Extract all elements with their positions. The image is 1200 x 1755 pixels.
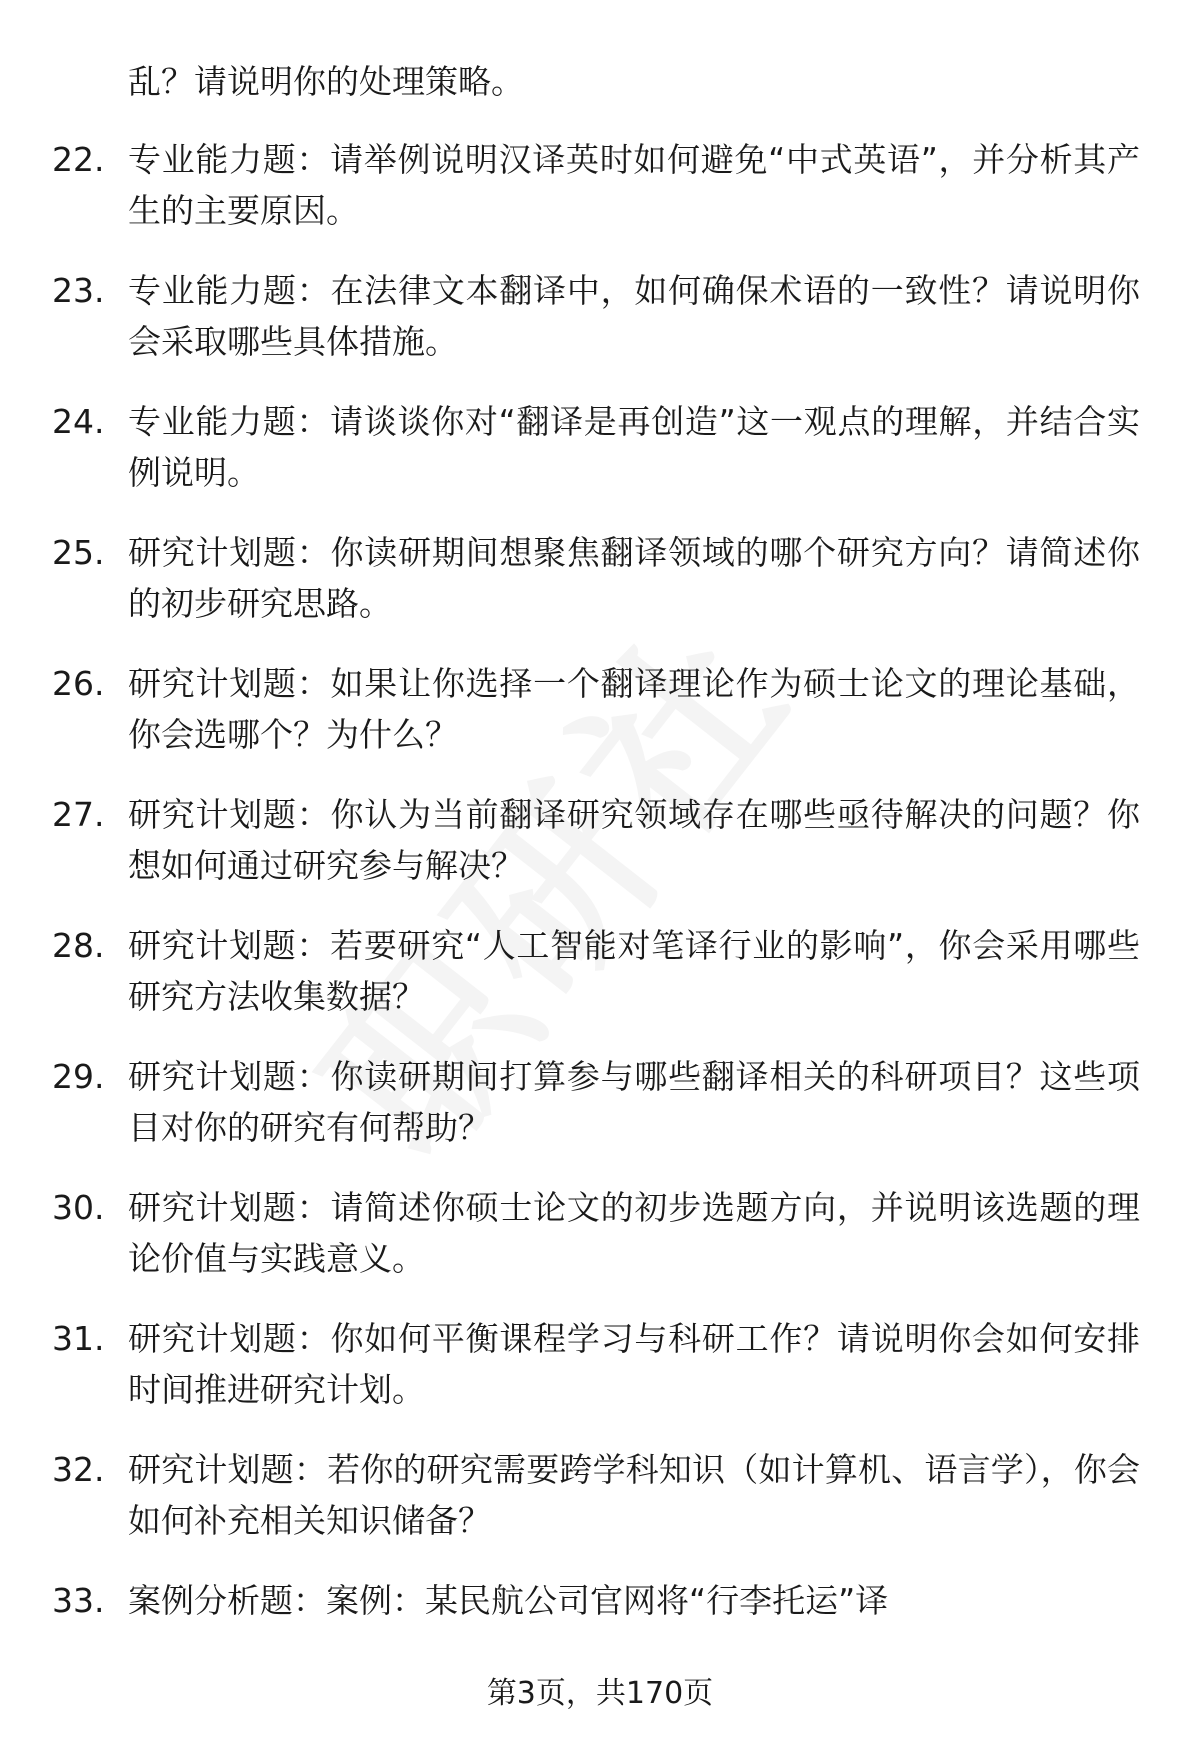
question-number: 22.	[52, 140, 105, 179]
question-list	[0, 134, 1200, 1706]
question-text: 研究计划题：你读研期间打算参与哪些翻译相关的科研项目？这些项目对你的研究有何帮助？	[128, 1057, 1140, 1147]
question-number: 26.	[52, 664, 105, 703]
list-item	[0, 789, 1200, 920]
question-text: 研究计划题：如果让你选择一个翻译理论作为硕士论文的理论基础，你会选哪个？为什么？	[128, 664, 1140, 754]
question-number: 24.	[52, 402, 105, 441]
question-text: 研究计划题：你认为当前翻译研究领域存在哪些亟待解决的问题？你想如何通过研究参与解决？	[128, 795, 1140, 885]
question-text: 专业能力题：在法律文本翻译中，如何确保术语的一致性？请说明你会采取哪些具体措施。	[128, 271, 1140, 361]
question-text: 研究计划题：请简述你硕士论文的初步选题方向，并说明该选题的理论价值与实践意义。	[128, 1188, 1140, 1278]
question-text: 专业能力题：请举例说明汉译英时如何避免“中式英语”，并分析其产生的主要原因。	[128, 140, 1140, 230]
continued-question-text: 乱？请说明你的处理策略。	[128, 62, 524, 101]
list-item	[0, 527, 1200, 658]
list-item	[0, 396, 1200, 527]
list-item	[0, 1313, 1200, 1444]
question-number: 23.	[52, 271, 105, 310]
page-number-footer: 第3页，共170页	[486, 1676, 714, 1711]
question-number: 31.	[52, 1319, 105, 1358]
question-number: 25.	[52, 533, 105, 572]
question-text: 案例分析题：案例：某民航公司官网将“行李托运”译	[128, 1581, 889, 1620]
question-number: 29.	[52, 1057, 105, 1096]
question-number: 33.	[52, 1581, 105, 1620]
question-number: 30.	[52, 1188, 105, 1227]
list-item	[0, 1182, 1200, 1313]
list-item	[0, 134, 1200, 265]
question-number: 27.	[52, 795, 105, 834]
question-text: 研究计划题：若你的研究需要跨学科知识（如计算机、语言学），你会如何补充相关知识储备？	[128, 1450, 1140, 1540]
question-number: 32.	[52, 1450, 105, 1489]
list-item	[0, 1444, 1200, 1575]
question-text: 研究计划题：若要研究“人工智能对笔译行业的影响”，你会采用哪些研究方法收集数据？	[128, 926, 1140, 1016]
list-item	[0, 658, 1200, 789]
question-text: 研究计划题：你读研期间想聚焦翻译领域的哪个研究方向？请简述你的初步研究思路。	[128, 533, 1140, 623]
list-item	[0, 1051, 1200, 1182]
list-item	[0, 265, 1200, 396]
list-item	[0, 920, 1200, 1051]
question-number: 28.	[52, 926, 105, 965]
question-text: 专业能力题：请谈谈你对“翻译是再创造”这一观点的理解，并结合实例说明。	[128, 402, 1140, 492]
question-text: 研究计划题：你如何平衡课程学习与科研工作？请说明你会如何安排时间推进研究计划。	[128, 1319, 1140, 1409]
